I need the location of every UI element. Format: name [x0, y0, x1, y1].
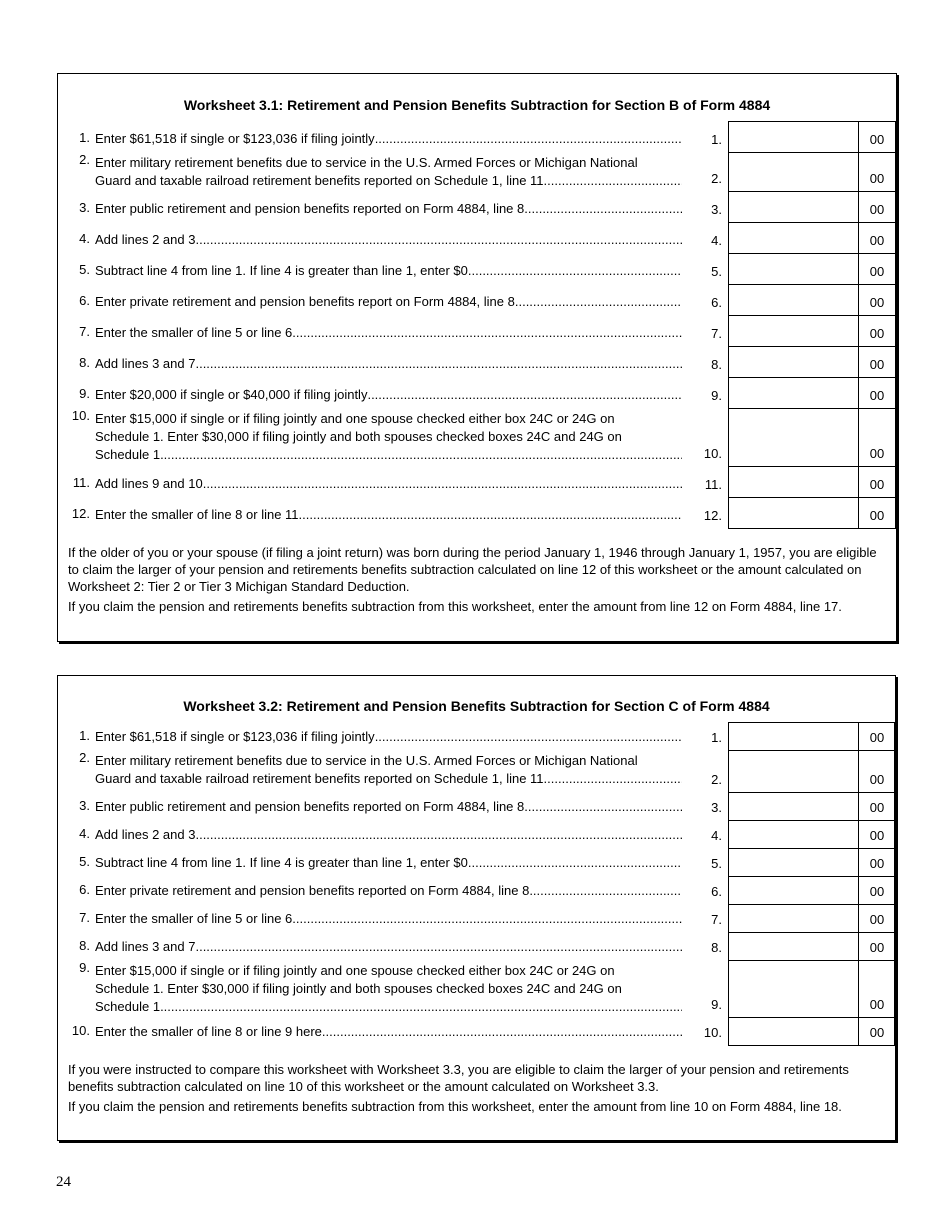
line-label: 9.	[711, 997, 722, 1012]
dot-leader	[195, 826, 682, 844]
instruction-last-line	[95, 938, 682, 956]
cents-value: 00	[869, 730, 885, 745]
line-number: 1.	[79, 728, 90, 743]
worksheet-line-1	[58, 722, 895, 750]
line-label: 3.	[711, 202, 722, 217]
line-instruction	[95, 728, 682, 746]
instruction-last-line	[95, 1023, 682, 1041]
cents-value: 00	[869, 477, 885, 492]
instruction-last-line	[95, 826, 682, 844]
line-instruction	[95, 826, 682, 844]
worksheet-line-10	[58, 1017, 895, 1045]
line-instruction	[95, 475, 682, 493]
cents-value: 00	[869, 800, 885, 815]
line-instruction	[95, 130, 682, 148]
instruction-text: Add lines 9 and 10	[95, 476, 203, 491]
dot-leader	[524, 200, 682, 218]
amount-input-box[interactable]	[728, 121, 859, 153]
cents-value: 00	[869, 446, 885, 461]
worksheet-line-8	[58, 346, 896, 377]
line-number: 2.	[79, 152, 90, 167]
instruction-last-line	[95, 475, 682, 493]
line-number: 5.	[79, 262, 90, 277]
dot-leader	[375, 728, 682, 746]
cents-value: 00	[869, 772, 885, 787]
instruction-text: Enter $15,000 if single or if filing jointly and one spouse checked either box 24C or 24G on	[95, 411, 615, 426]
amount-input-box[interactable]	[728, 346, 859, 378]
dot-leader	[367, 386, 682, 404]
instruction-text: Enter private retirement and pension benefits report on Form 4884, line 8	[95, 294, 515, 309]
instruction-last-line	[95, 770, 682, 788]
line-number: 5.	[79, 854, 90, 869]
instruction-text: Schedule 1	[95, 447, 161, 462]
instruction-last-line	[95, 798, 682, 816]
line-instruction	[95, 1023, 682, 1041]
instruction-text: Schedule 1	[95, 999, 161, 1014]
dot-leader	[292, 910, 682, 928]
worksheet-line-8	[58, 932, 895, 960]
amount-input-box[interactable]	[728, 792, 859, 821]
line-number: 3.	[79, 798, 90, 813]
instruction-last-line	[95, 231, 682, 249]
worksheet-3-2	[57, 675, 896, 1141]
line-instruction	[95, 910, 682, 928]
instruction-text: Add lines 2 and 3	[95, 232, 196, 247]
cents-value: 00	[869, 856, 885, 871]
amount-input-box[interactable]	[728, 820, 859, 849]
worksheet-line-6	[58, 284, 896, 315]
line-number: 9.	[79, 960, 90, 975]
line-label: 6.	[711, 295, 722, 310]
instruction-last-line	[95, 293, 682, 311]
amount-input-box[interactable]	[728, 497, 859, 529]
instruction-text: Enter military retirement benefits due to service in the U.S. Armed Forces or Michigan National	[95, 155, 638, 170]
instruction-text: Enter $61,518 if single or $123,036 if filing jointly	[95, 131, 375, 146]
instruction-text: Enter the smaller of line 5 or line 6	[95, 325, 293, 340]
line-label: 1.	[711, 132, 722, 147]
worksheet-line-11	[58, 466, 896, 497]
dot-leader	[322, 1023, 682, 1041]
note-instructions: If you claim the pension and retirements benefits subtraction from this worksheet, enter the amount from line 10 on Form 4884, line 18.	[68, 1099, 842, 1114]
worksheet-line-5	[58, 253, 896, 284]
amount-input-box[interactable]	[728, 284, 859, 316]
line-instruction	[95, 882, 682, 900]
line-number: 3.	[79, 200, 90, 215]
instruction-last-line	[95, 386, 682, 404]
amount-input-box[interactable]	[728, 152, 859, 192]
instruction-text: Enter the smaller of line 5 or line 6	[95, 911, 293, 926]
cents-value: 00	[869, 388, 885, 403]
dot-leader	[544, 172, 682, 190]
cents-value: 00	[869, 357, 885, 372]
line-instruction	[95, 752, 682, 788]
cents-value: 00	[869, 264, 885, 279]
page-number: 24	[56, 1174, 71, 1190]
line-number: 7.	[79, 324, 90, 339]
line-label: 4.	[711, 828, 722, 843]
line-label: 1.	[711, 730, 722, 745]
instruction-text: Enter the smaller of line 8 or line 11	[95, 507, 299, 522]
instruction-text: Subtract line 4 from line 1. If line 4 is greater than line 1, enter $0	[95, 263, 468, 278]
instruction-text: Enter $61,518 if single or $123,036 if filing jointly	[95, 729, 375, 744]
line-number: 8.	[79, 355, 90, 370]
dot-leader	[195, 938, 682, 956]
dot-leader	[529, 882, 682, 900]
instruction-text: Schedule 1. Enter $30,000 if filing jointly and both spouses checked boxes 24C and 24G on	[95, 429, 622, 444]
line-number: 4.	[79, 231, 90, 246]
amount-input-box[interactable]	[728, 377, 859, 409]
worksheet-line-7	[58, 904, 895, 932]
worksheet-line-4	[58, 222, 896, 253]
line-label: 8.	[711, 357, 722, 372]
line-instruction	[95, 355, 682, 373]
line-label: 12.	[703, 508, 722, 523]
worksheet-line-7	[58, 315, 896, 346]
line-number: 6.	[79, 882, 90, 897]
instruction-text: Enter the smaller of line 8 or line 9 here	[95, 1024, 322, 1039]
dot-leader	[375, 130, 682, 148]
worksheet-line-4	[58, 820, 895, 848]
line-label: 7.	[711, 326, 722, 341]
instruction-last-line	[95, 998, 682, 1016]
cents-value: 00	[869, 884, 885, 899]
cents-value: 00	[869, 233, 885, 248]
cents-value: 00	[869, 940, 885, 955]
line-label: 10.	[703, 446, 722, 461]
instruction-last-line	[95, 910, 682, 928]
line-label: 5.	[711, 264, 722, 279]
instruction-text: Schedule 1. Enter $30,000 if filing jointly and both spouses checked boxes 24C and 24G on	[95, 981, 622, 996]
dot-leader	[468, 262, 682, 280]
line-number: 1.	[79, 130, 90, 145]
instruction-last-line	[95, 854, 682, 872]
line-number: 4.	[79, 826, 90, 841]
cents-value: 00	[869, 1025, 885, 1040]
line-label: 2.	[711, 772, 722, 787]
line-label: 8.	[711, 940, 722, 955]
line-instruction	[95, 262, 682, 280]
instruction-last-line	[95, 262, 682, 280]
dot-leader	[515, 293, 682, 311]
instruction-text: Add lines 3 and 7	[95, 356, 196, 371]
worksheet-notes	[68, 1061, 878, 1118]
line-instruction	[95, 506, 682, 524]
instruction-last-line	[95, 506, 682, 524]
line-instruction	[95, 293, 682, 311]
amount-input-box[interactable]	[728, 315, 859, 347]
amount-input-box[interactable]	[728, 253, 859, 285]
note-eligibility: If the older of you or your spouse (if filing a joint return) was born during the period January 1, 1946 through January 1, 1957, you are eligible to claim the larger of your pension and retirements benefits subtraction calculated on line 12 of this worksheet or the amount calculated on Worksheet 2: Tier 2 or Tier 3 Michigan Standard Deduction.	[68, 545, 877, 594]
line-number: 10.	[71, 408, 90, 423]
instruction-text: Enter military retirement benefits due to service in the U.S. Armed Forces or Michigan National	[95, 753, 638, 768]
worksheet-title: Worksheet 3.2: Retirement and Pension Benefits Subtraction for Section C of Form 4884	[183, 698, 770, 714]
line-instruction	[95, 798, 682, 816]
dot-leader	[468, 854, 682, 872]
line-label: 2.	[711, 171, 722, 186]
instruction-text: Enter private retirement and pension benefits reported on Form 4884, line 8	[95, 883, 530, 898]
cents-value: 00	[869, 326, 885, 341]
line-label: 7.	[711, 912, 722, 927]
amount-input-box[interactable]	[728, 904, 859, 933]
dot-leader	[292, 324, 682, 342]
line-number: 2.	[79, 750, 90, 765]
worksheet-title: Worksheet 3.1: Retirement and Pension Benefits Subtraction for Section B of Form 4884	[183, 97, 771, 113]
instruction-text: Guard and taxable railroad retirement benefits reported on Schedule 1, line 11	[95, 173, 544, 188]
line-instruction	[95, 324, 682, 342]
line-instruction	[95, 938, 682, 956]
cents-value: 00	[869, 295, 885, 310]
instruction-text: Enter $15,000 if single or if filing jointly and one spouse checked either box 24C or 24G on	[95, 963, 615, 978]
amount-input-box[interactable]	[728, 932, 859, 961]
amount-input-box[interactable]	[728, 960, 859, 1018]
line-number: 6.	[79, 293, 90, 308]
line-label: 10.	[703, 1025, 722, 1040]
dot-leader	[544, 770, 682, 788]
worksheet-line-5	[58, 848, 895, 876]
amount-input-box[interactable]	[728, 408, 859, 467]
worksheet-line-3	[58, 792, 895, 820]
dot-leader	[195, 231, 682, 249]
note-instructions: If you claim the pension and retirements benefits subtraction from this worksheet, enter the amount from line 12 on Form 4884, line 17.	[68, 599, 842, 614]
worksheet-line-2	[58, 750, 895, 792]
worksheet-line-3	[58, 191, 896, 222]
instruction-last-line	[95, 355, 682, 373]
instruction-text: Add lines 3 and 7	[95, 939, 196, 954]
line-label: 9.	[711, 388, 722, 403]
worksheet-3-1	[57, 73, 897, 642]
line-instruction	[95, 854, 682, 872]
worksheet-line-9	[58, 960, 895, 1017]
amount-input-box[interactable]	[728, 222, 859, 254]
cents-value: 00	[869, 132, 885, 147]
line-number: 7.	[79, 910, 90, 925]
cents-value: 00	[869, 828, 885, 843]
instruction-text: Enter public retirement and pension benefits reported on Form 4884, line 8	[95, 201, 525, 216]
line-number: 12.	[71, 506, 90, 521]
instruction-last-line	[95, 446, 682, 464]
line-instruction	[95, 154, 682, 190]
instruction-last-line	[95, 324, 682, 342]
amount-input-box[interactable]	[728, 876, 859, 905]
instruction-text: Subtract line 4 from line 1. If line 4 is greater than line 1, enter $0	[95, 855, 468, 870]
line-instruction	[95, 962, 682, 1016]
dot-leader	[203, 475, 682, 493]
worksheet-line-12	[58, 497, 896, 528]
line-number: 8.	[79, 938, 90, 953]
instruction-last-line	[95, 882, 682, 900]
instruction-text: Enter $20,000 if single or $40,000 if filing jointly	[95, 387, 368, 402]
amount-input-box[interactable]	[728, 750, 859, 793]
instruction-last-line	[95, 130, 682, 148]
line-instruction	[95, 231, 682, 249]
line-label: 3.	[711, 800, 722, 815]
line-label: 6.	[711, 884, 722, 899]
instruction-last-line	[95, 172, 682, 190]
instruction-last-line	[95, 728, 682, 746]
amount-input-box[interactable]	[728, 1017, 859, 1046]
line-instruction	[95, 200, 682, 218]
dot-leader	[528, 798, 682, 816]
worksheet-line-1	[58, 121, 896, 152]
worksheet-line-2	[58, 152, 896, 191]
dot-leader	[160, 998, 682, 1016]
cents-value: 00	[869, 997, 885, 1012]
dot-leader	[299, 506, 682, 524]
instruction-text: Enter public retirement and pension benefits reported on Form 4884, line 8.	[95, 799, 528, 814]
dot-leader	[160, 446, 682, 464]
line-label: 4.	[711, 233, 722, 248]
line-number: 11.	[72, 475, 90, 490]
instruction-last-line	[95, 200, 682, 218]
worksheet-line-10	[58, 408, 896, 466]
note-eligibility: If you were instructed to compare this worksheet with Worksheet 3.3, you are eligible to claim the larger of your pension and retirements benefits subtraction calculated on line 10 of this worksheet or the amount calculated on Worksheet 3.3.	[68, 1062, 849, 1094]
amount-input-box[interactable]	[728, 722, 859, 751]
line-label: 5.	[711, 856, 722, 871]
line-number: 10.	[71, 1023, 90, 1038]
worksheet-notes	[68, 544, 878, 618]
line-number: 9.	[79, 386, 90, 401]
dot-leader	[195, 355, 682, 373]
line-label: 11.	[704, 477, 722, 492]
instruction-text: Add lines 2 and 3	[95, 827, 196, 842]
cents-value: 00	[869, 171, 885, 186]
worksheet-line-9	[58, 377, 896, 408]
amount-input-box[interactable]	[728, 191, 859, 223]
line-instruction	[95, 386, 682, 404]
cents-value: 00	[869, 912, 885, 927]
cents-value: 00	[869, 508, 885, 523]
line-instruction	[95, 410, 682, 464]
amount-input-box[interactable]	[728, 466, 859, 498]
instruction-text: Guard and taxable railroad retirement benefits reported on Schedule 1, line 11	[95, 771, 544, 786]
amount-input-box[interactable]	[728, 848, 859, 877]
worksheet-line-6	[58, 876, 895, 904]
cents-value: 00	[869, 202, 885, 217]
